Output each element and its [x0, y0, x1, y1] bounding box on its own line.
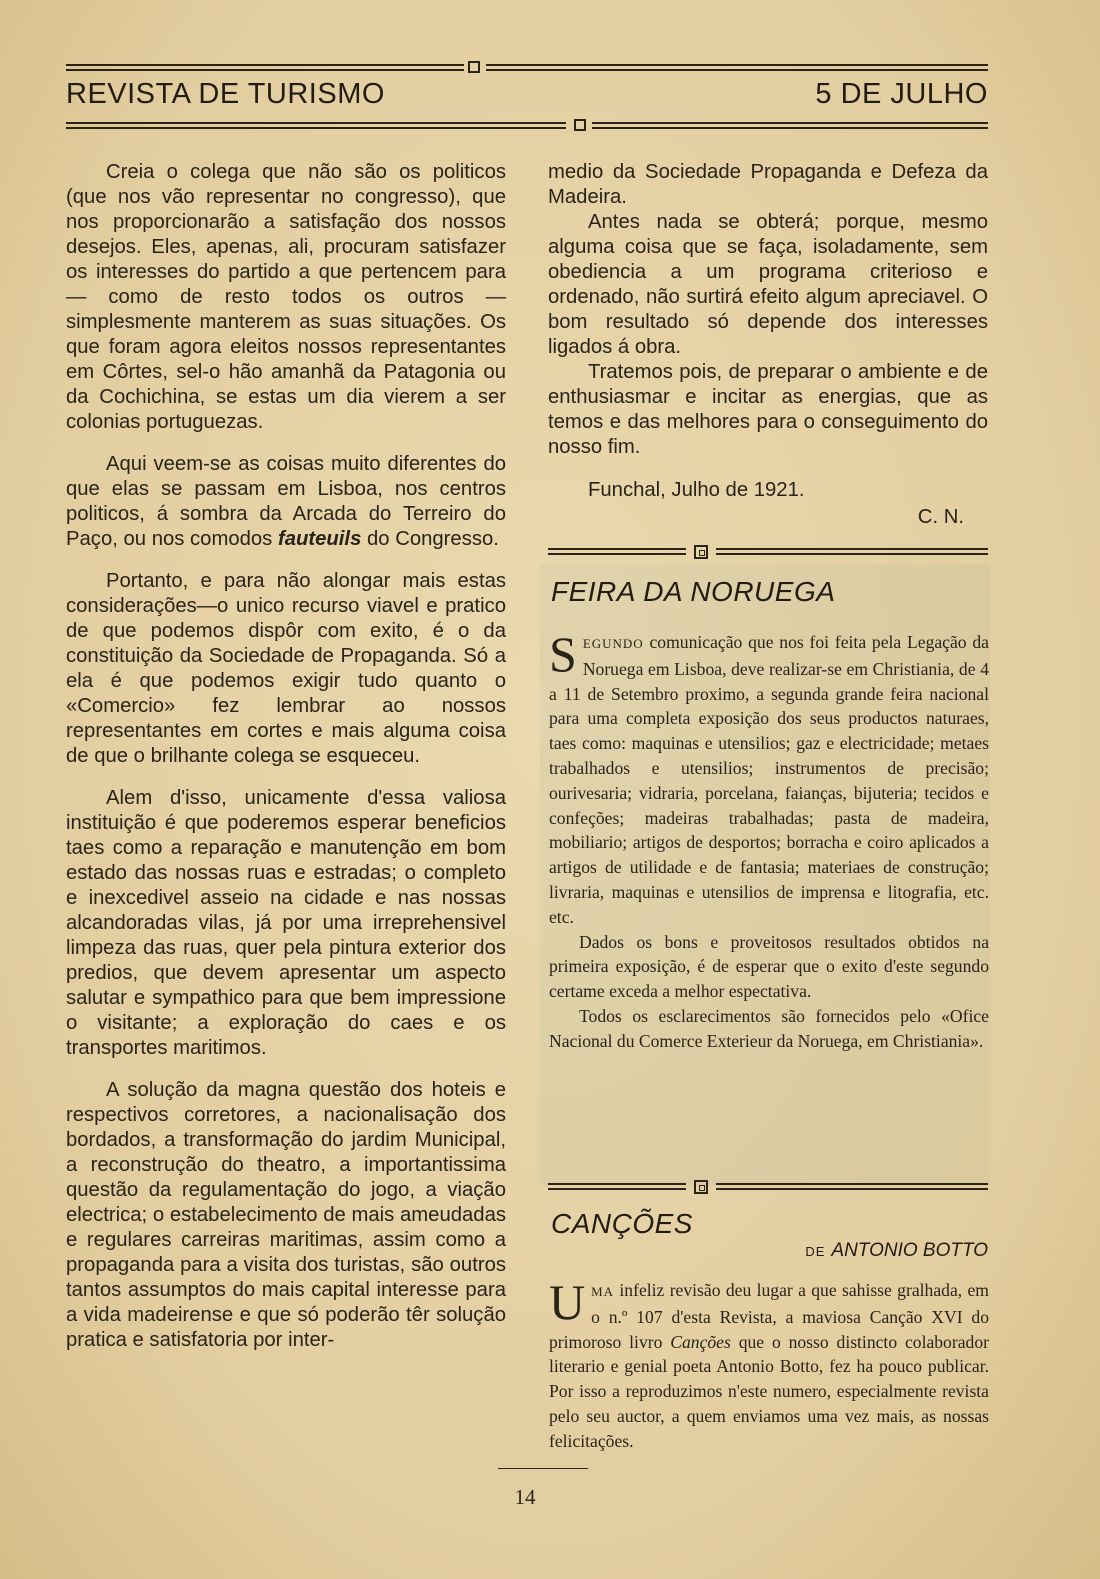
- header-bottom-ornament: [574, 119, 586, 131]
- cancoes-paragraph: [549, 1274, 989, 1454]
- divider-2-right: [716, 1183, 988, 1190]
- dateline: Funchal, Julho de 1921.: [588, 479, 805, 501]
- feira-paragraph-1: [549, 626, 989, 930]
- issue-date: 5 DE JULHO: [815, 78, 988, 110]
- feira-title: FEIRA DA NORUEGA: [551, 576, 836, 607]
- right-paragraph-2: Antes nada se obterá; porque, mesmo alguma coisa que se faça, isoladamente, sem obediencia a um programa criterioso e ordenado, não surtirá efeito algum apreciavel. O bom resultado só depende dos interesses ligados á obra.: [548, 211, 988, 358]
- right-paragraph-1: medio da Sociedade Propaganda e Defeza da Madeira.: [548, 161, 988, 208]
- header-top-rule-left: [66, 64, 464, 71]
- cancoes-title: CANÇÕES: [551, 1208, 693, 1239]
- cancoes-text-b: que o nosso distincto colaborador literario e genial poeta Antonio Botto, fez ha pouco publicar. Por isso a reproduzimos n'este numero, especialmente revista pelo seu auctor, a quem enviamos uma vez mais, as nossas felicitações.: [549, 1331, 989, 1451]
- feira-smallcaps: EGUNDO: [582, 636, 644, 651]
- left-paragraph-2-text: Aqui veem-se as coisas muito diferentes do que elas se passam em Lisboa, nos centros politicos, á sombra da Arcada do Terreiro do Paço, ou nos comodos: [66, 453, 506, 550]
- feira-article: [549, 626, 989, 1054]
- right-paragraph-3: Tratemos pois, de preparar o ambiente e de enthusiasmar e incitar as energias, que as temos e das melhores para o conseguimento do nosso fim.: [548, 361, 988, 458]
- right-column-article-end: [548, 160, 988, 530]
- feira-paragraph-1-text: comunicação que nos foi feita pela Legação da Noruega em Lisboa, deve realizar-se em Christiania, de 4 a 11 de Setembro proximo, a segunda grande feira nacional para uma completa exposição dos seus productos naturaes, taes como: maquinas e utensilios; gaz e electricidade; metaes trabalhados e utensilios; instrumentos de precisão; ourivesaria; vidraria, porcelana, faianças, bijuteria; tecidos e confeções; madeiras trabalhadas; pasta de madeira, mobiliario; artigos de desportos; borracha e coiro aplicados a artigos de utilidade e de fantasia; materiaes de construção; livraria, maquinas e utensilios de imprensa e litografia, etc. etc.: [549, 632, 989, 927]
- fauteuils-italic: fauteuils: [277, 528, 362, 550]
- cancoes-italic: Canções: [670, 1331, 731, 1352]
- header-top-ornament: [468, 61, 480, 73]
- byline-de: DE: [805, 1244, 826, 1259]
- divider-1-left: [548, 548, 686, 555]
- left-paragraph-1: Creia o colega que não são os politicos (que nos vão representar no congresso), que nos proporcionarão a satisfação dos nossos desejos. Eles, apenas, ali, procuram satisfazer os interesses do partido a que pertencem para — como de resto todos os outros — simplesmente manterem as suas situações. Os que foram agora eleitos nossos representantes em Côrtes, sel-o hão amanhã da Patagonia ou da Cochichina, se estas um dia vierem a ser colonias portuguezas.: [66, 161, 506, 433]
- left-paragraph-3: Portanto, e para não alongar mais estas considerações—o unico recurso viavel e pratico de que podemos dispôr com exito, é o da constituição da Sociedade de Propaganda. Só a ela é que podemos exigir tudo quanto o «Comercio» fez lembrar ao nossos representantes em cortes e mais alguma coisa de que o brilhante colega se esqueceu.: [66, 570, 506, 767]
- header-top-rule-right: [486, 64, 988, 71]
- left-paragraph-4: Alem d'isso, unicamente d'essa valiosa instituição é que poderemos esperar beneficios taes como a reparação e manutenção em bom estado das nossas ruas e estradas; o completo e inexcedivel asseio na cidade e nas nossas alcandoradas vilas, já por uma irreprehensivel limpeza das ruas, quer pela pintura exterior dos predios, que devem apresentar um aspecto salutar e sympathico para que bem impressione o visitante; a exploração do caes e os transportes maritimos.: [66, 787, 506, 1059]
- header-bottom-rule-right: [592, 122, 988, 129]
- feira-paragraph-2: Dados os bons e proveitosos resultados obtidos na primeira exposição, é de esperar que o exito d'este segundo certame exceda a melhor espectativa.: [549, 931, 989, 1002]
- divider-1-ornament: [694, 545, 708, 559]
- left-paragraph-2: [66, 452, 506, 552]
- divider-1-right: [716, 548, 988, 555]
- cancoes-dropcap: U: [549, 1274, 586, 1330]
- cancoes-byline: [805, 1240, 988, 1262]
- left-paragraph-2-end: do Congresso.: [361, 528, 499, 550]
- cancoes-smallcaps: MA: [591, 1284, 615, 1299]
- journal-title: REVISTA DE TURISMO: [66, 78, 385, 110]
- author-signature: C. N.: [917, 506, 964, 528]
- cancoes-article: [549, 1274, 989, 1454]
- header-bottom-rule-left: [66, 122, 566, 129]
- divider-2-left: [548, 1183, 686, 1190]
- byline-author: ANTONIO BOTTO: [831, 1240, 988, 1261]
- feira-paragraph-3: Todos os esclarecimentos são fornecidos pelo «Ofice Nacional du Comerce Exterieur da Noruega, em Christiania».: [549, 1005, 989, 1051]
- divider-2-ornament: [694, 1180, 708, 1194]
- folio-rule: [498, 1468, 588, 1469]
- left-paragraph-5: A solução da magna questão dos hoteis e respectivos corretores, a nacionalisação dos bordados, a transformação do jardim Municipal, a reconstrução do theatro, a importantissima questão da regulamentação do jogo, a viação electrica; o estabelecimento de mais ameudadas e regulares carreiras maritimas, assim como a propaganda para a visita dos turistas, são outros tantos assumptos do mais capital interesse para a vida madeirense e que só poderão têr solução pratica e satisfatoria por inter-: [66, 1079, 506, 1351]
- cancoes-text-a: infeliz revisão deu lugar a que sahisse gralhada, em o n.º 107 d'esta Revista, a maviosa Canção XVI do primoroso livro: [549, 1280, 989, 1352]
- left-column: [66, 160, 506, 1353]
- feira-dropcap: S: [549, 626, 577, 682]
- page-number: 14: [514, 1485, 536, 1509]
